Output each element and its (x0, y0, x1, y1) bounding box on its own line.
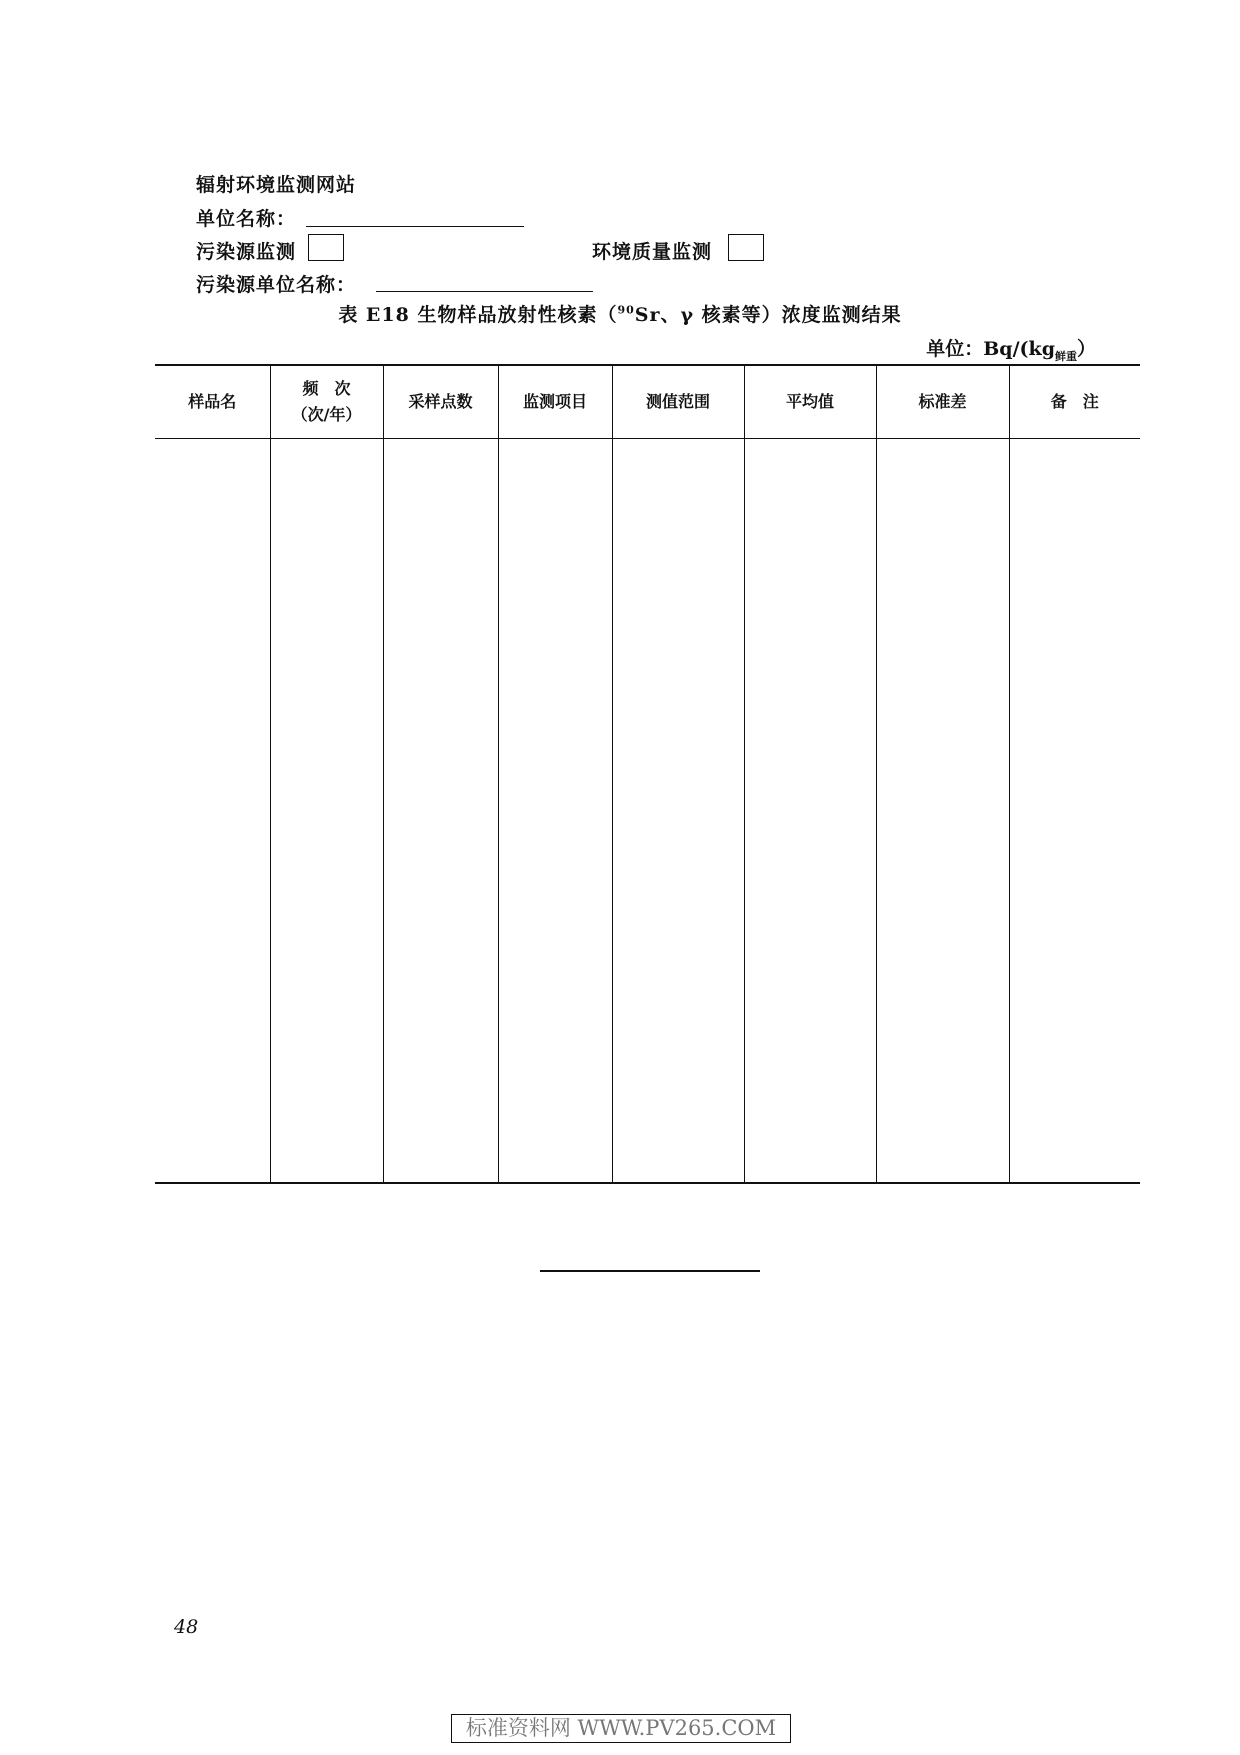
pollution-unit-name-field[interactable] (376, 291, 593, 292)
col-header-sampling-points: 采样点数 (383, 365, 498, 439)
env-quality-monitoring-checkbox[interactable] (728, 234, 764, 261)
results-table (155, 364, 1140, 1184)
cell-frequency[interactable] (270, 439, 383, 1184)
table-header-row (155, 365, 1140, 439)
col-header-average: 平均值 (744, 365, 876, 439)
table-title: 表 E18 生物样品放射性核素（$^{90}$Sr、γ 核素等）浓度监测结果 (338, 303, 902, 326)
cell-remarks[interactable] (1009, 439, 1140, 1184)
cell-monitoring-item[interactable] (498, 439, 612, 1184)
col-header-remarks: 备 注 (1009, 365, 1140, 439)
col-header-monitoring-item: 监测项目 (498, 365, 612, 439)
station-heading: 辐射环境监测网站 (196, 174, 357, 196)
table-row (155, 439, 1140, 1184)
col-header-value-range: 测值范围 (612, 365, 744, 439)
col-header-std-dev: 标准差 (876, 365, 1009, 439)
env-quality-monitoring-label: 环境质量监测 (592, 241, 713, 263)
page-number: 48 (174, 1616, 199, 1638)
cell-std-dev[interactable] (876, 439, 1009, 1184)
pollution-monitoring-checkbox[interactable] (308, 234, 344, 261)
unit-name-field[interactable] (306, 226, 524, 227)
col-header-frequency: 频 次 （次/年） (270, 365, 383, 439)
cell-sampling-points[interactable] (383, 439, 498, 1184)
cell-sample-name[interactable] (155, 439, 270, 1184)
unit-label: 单位：$Bq/(kg_{鲜重})$ (926, 338, 1096, 363)
pollution-monitoring-label: 污染源监测 (196, 241, 297, 263)
col-header-sample-name: 样品名 (155, 365, 270, 439)
end-divider (540, 1270, 760, 1272)
footer-watermark: 标准资料网 WWW.PV265.COM (451, 1714, 791, 1743)
pollution-unit-name-label: 污染源单位名称： (196, 274, 357, 296)
cell-average[interactable] (744, 439, 876, 1184)
unit-name-label: 单位名称： (196, 208, 297, 230)
cell-value-range[interactable] (612, 439, 744, 1184)
